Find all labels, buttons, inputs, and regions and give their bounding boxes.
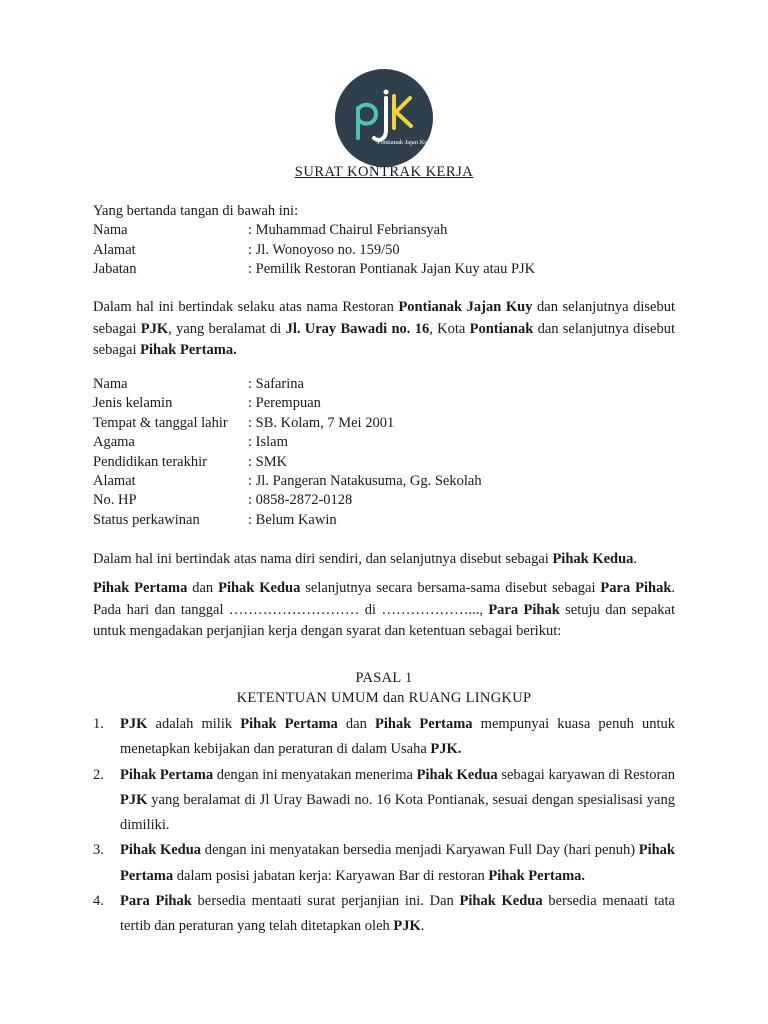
list-item: 2. Pihak Pertama dengan ini menyatakan menerima Pihak Kedua sebagai karyawan di Restoran PJK yang beralamat di Jl Uray Bawadi no. 16 Kota Pontianak, sesuai dengan spesialisasi yang dimiliki. bbox=[93, 766, 675, 834]
field-value: : 0858-2872-0128 bbox=[248, 492, 353, 509]
field-label: Pendidikan terakhir bbox=[93, 453, 207, 470]
field-value: : Perempuan bbox=[248, 395, 321, 412]
field-label: Alamat bbox=[93, 472, 136, 489]
field-label: Jabatan bbox=[93, 261, 137, 278]
field-label: No. HP bbox=[93, 492, 137, 509]
logo-text: Pontianak Jajan Kuy bbox=[377, 139, 431, 146]
field-value: : Jl. Wonoyoso no. 159/50 bbox=[248, 241, 400, 258]
article-heading: KETENTUAN UMUM dan RUANG LINGKUP bbox=[236, 690, 532, 706]
field-label: Nama bbox=[93, 222, 128, 239]
field-value: : Islam bbox=[248, 434, 288, 451]
list-item: 3. Pihak Kedua dengan ini menyatakan bersedia menjadi Karyawan Full Day (hari penuh) Pihak Pertama dalam posisi jabatan kerja: Karyawan Bar di restoran Pihak Pertama. bbox=[93, 842, 675, 884]
second-party-row bbox=[93, 394, 675, 413]
second-party-row bbox=[93, 511, 675, 530]
first-party-row bbox=[93, 241, 675, 260]
field-label: Agama bbox=[93, 434, 135, 451]
first-party-paragraph: Dalam hal ini bertindak selaku atas nama Restoran Pontianak Jajan Kuy dan selanjutnya disebut sebagai PJK, yang beralamat di Jl. Uray Bawadi no. 16, Kota Pontianak dan selanjutnya disebut sebagai Pihak Pertama. bbox=[93, 299, 676, 358]
field-label: Jenis kelamin bbox=[93, 395, 173, 412]
first-party-row bbox=[93, 260, 675, 279]
list-item: 1. PJK adalah milik Pihak Pertama dan Pihak Pertama mempunyai kuasa penuh untuk menetapkan kebijakan dan peraturan di dalam Usaha PJK. bbox=[93, 716, 676, 758]
second-party-row bbox=[93, 433, 675, 452]
first-party-section bbox=[93, 202, 675, 280]
first-party-row bbox=[93, 221, 675, 240]
article-number: PASAL 1 bbox=[355, 670, 413, 686]
document-title: SURAT KONTRAK KERJA bbox=[294, 164, 474, 180]
second-party-row bbox=[93, 375, 675, 394]
field-value: : Pemilik Restoran Pontianak Jajan Kuy atau PJK bbox=[248, 261, 536, 278]
second-party-section bbox=[93, 375, 675, 530]
field-value: : Muhammad Chairul Febriansyah bbox=[248, 222, 448, 239]
agreement-paragraph: Pihak Pertama dan Pihak Kedua selanjutnya secara bersama-sama disebut sebagai Para Pihak. Pada hari dan tanggal ……………………… di ………………..., Para Pihak setuju dan sepakat untuk mengadakan perjanjian kerja dengan syarat dan ketentuan sebagai berikut: bbox=[93, 580, 676, 639]
field-value: : Belum Kawin bbox=[248, 511, 337, 528]
field-value: : SB. Kolam, 7 Mei 2001 bbox=[248, 414, 395, 431]
second-party-row bbox=[93, 472, 675, 491]
intro-text: Yang bertanda tangan di bawah ini: bbox=[93, 203, 299, 219]
field-value: : Jl. Pangeran Natakusuma, Gg. Sekolah bbox=[248, 472, 482, 489]
field-value: : SMK bbox=[248, 453, 288, 470]
field-label: Tempat & tanggal lahir bbox=[93, 414, 228, 431]
second-party-paragraph: Dalam hal ini bertindak atas nama diri sendiri, dan selanjutnya disebut sebagai Pihak Kedua. bbox=[93, 551, 638, 567]
list-item: 4. Para Pihak bersedia mentaati surat perjanjian ini. Dan Pihak Kedua bersedia menaati tata tertib dan peraturan yang telah ditetapkan oleh PJK. bbox=[93, 893, 675, 935]
field-label: Alamat bbox=[93, 241, 136, 258]
article-list bbox=[93, 712, 675, 940]
second-party-row bbox=[93, 491, 675, 510]
second-party-row bbox=[93, 414, 675, 433]
second-party-row bbox=[93, 453, 675, 472]
company-logo bbox=[334, 68, 434, 168]
field-label: Status perkawinan bbox=[93, 511, 200, 528]
field-value: : Safarina bbox=[248, 376, 304, 392]
field-label: Nama bbox=[93, 376, 128, 392]
